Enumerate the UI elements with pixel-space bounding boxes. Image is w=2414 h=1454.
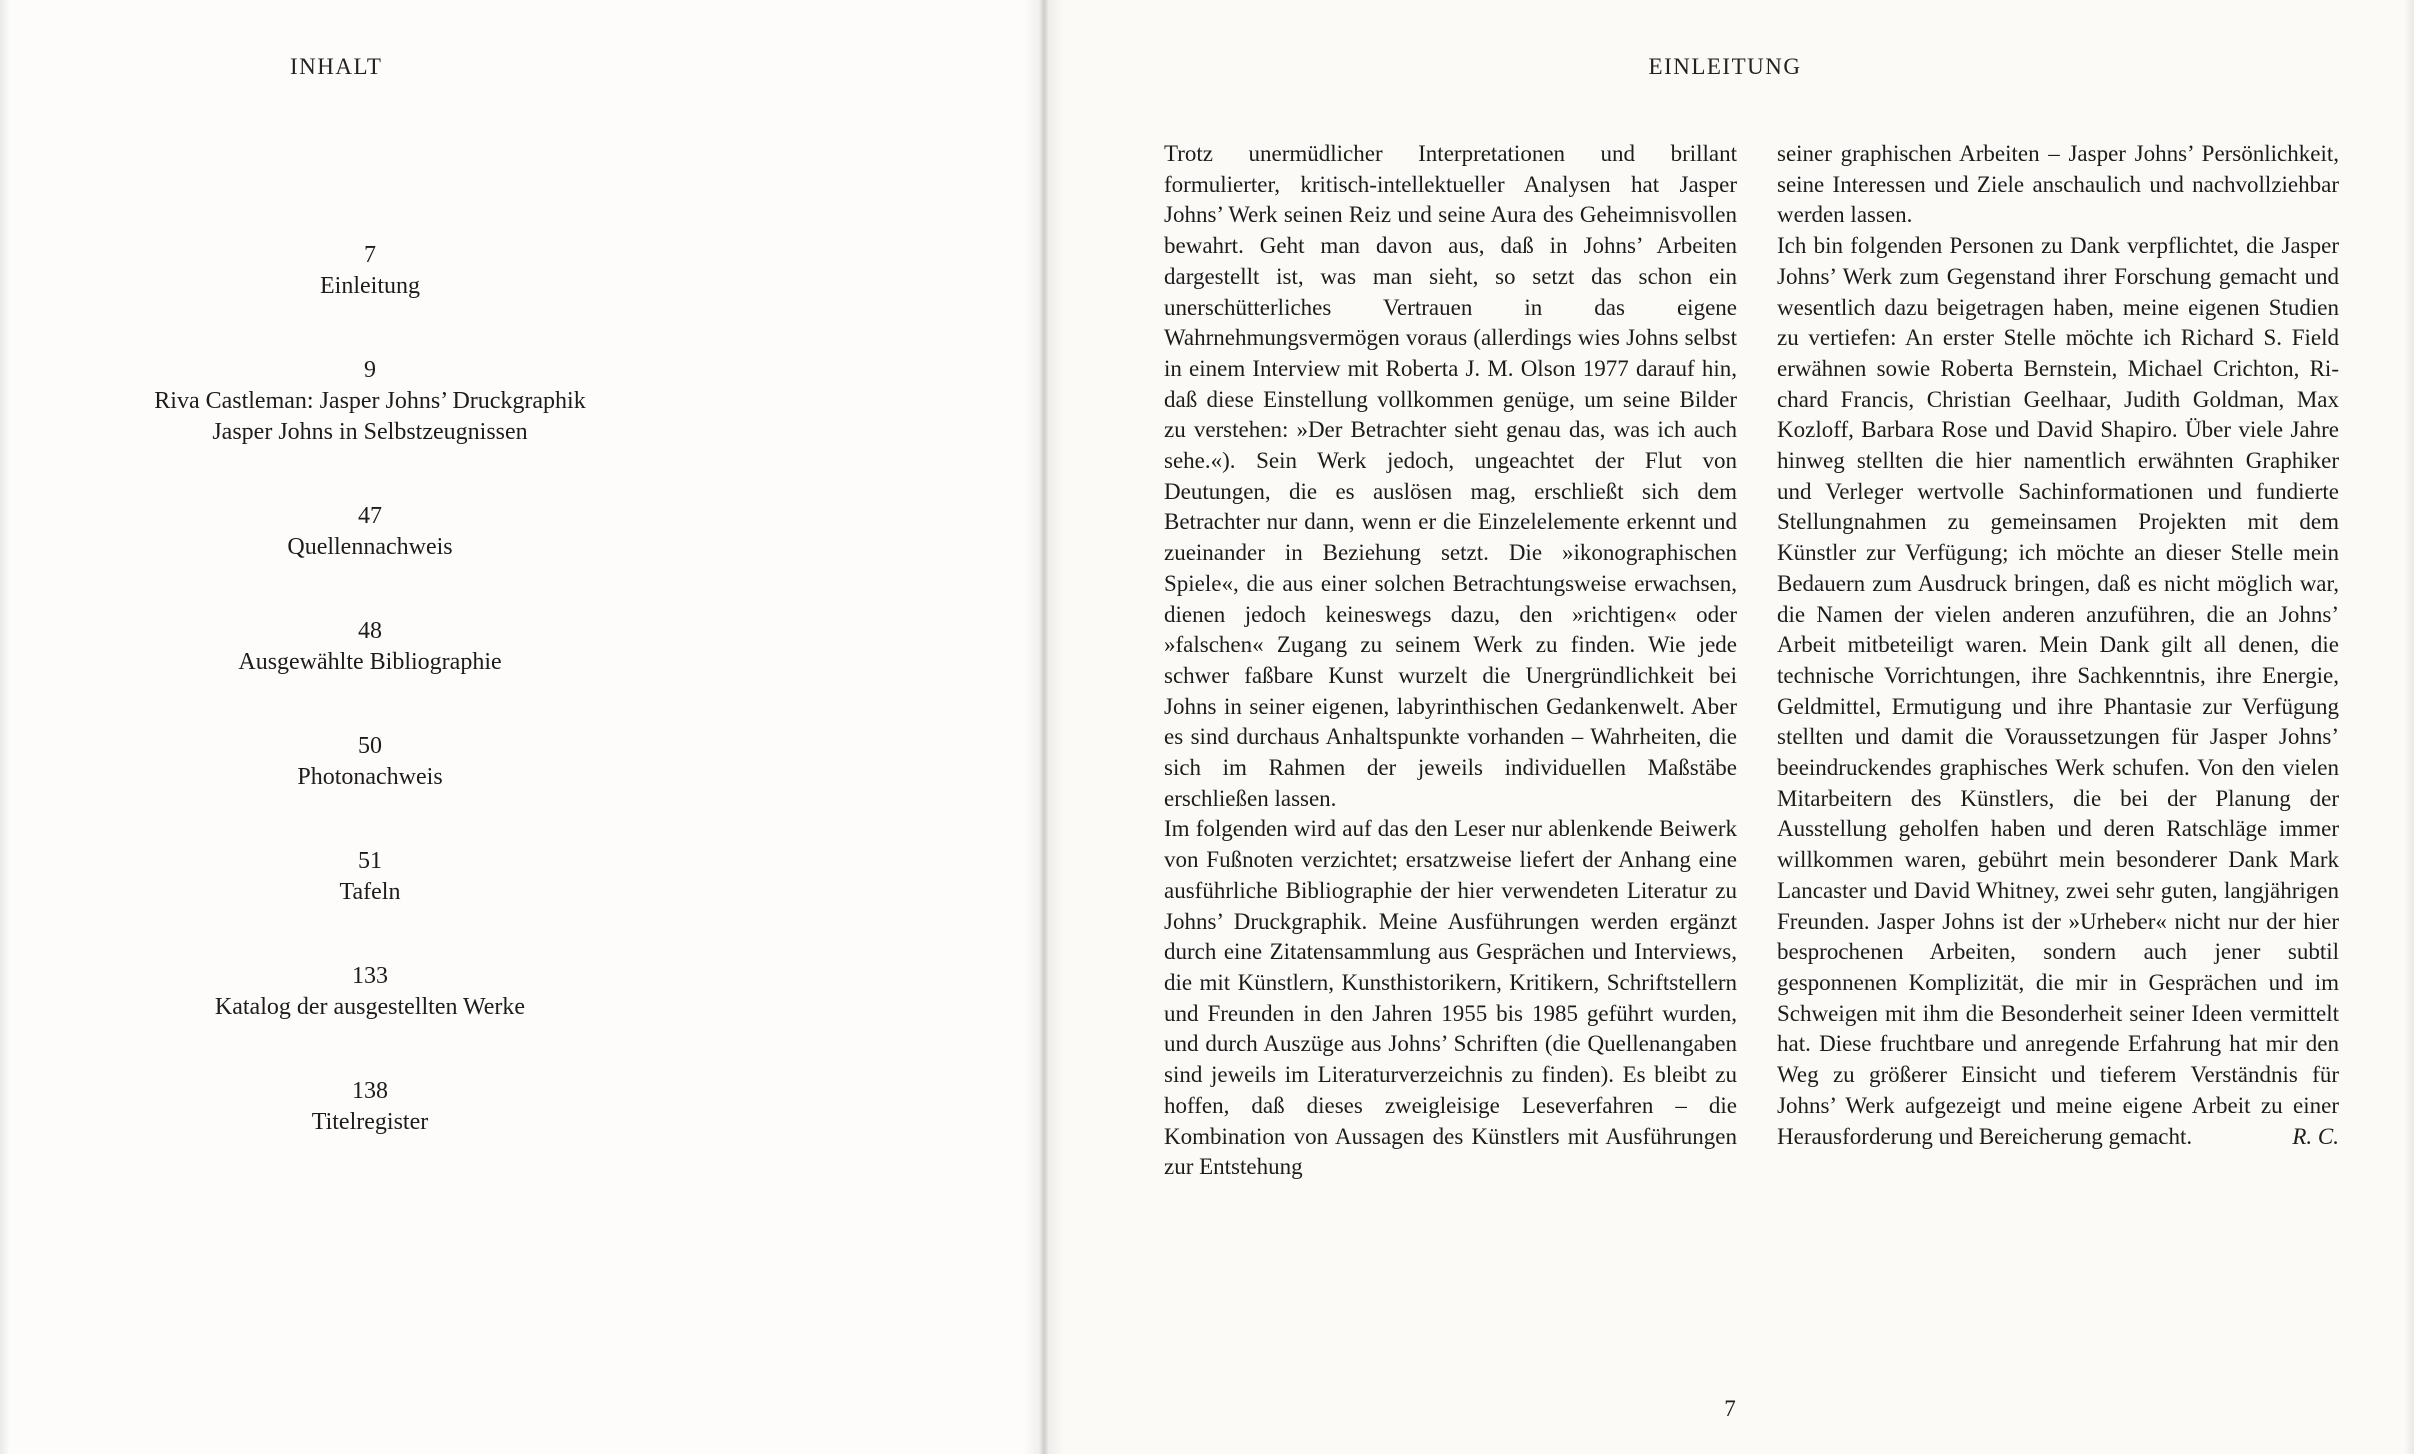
toc-title: Jasper Johns in Selbstzeugnissen <box>212 419 528 445</box>
toc-title: Einleitung <box>320 273 420 299</box>
table-of-contents <box>40 240 700 1191</box>
toc-entry <box>40 961 700 1023</box>
toc-entry <box>40 501 700 563</box>
toc-page-number: 7 <box>364 242 376 268</box>
body-paragraph-with-signature <box>1777 231 2339 1152</box>
text-column-left <box>1164 139 1737 1183</box>
toc-entry <box>40 616 700 678</box>
body-paragraph: Ich bin folgenden Personen zu Dank verpflichtet, die Jasper Johns’ Werk zum Gegenstand ihrer Forschung gemacht und wesentlich dazu beigetragen haben, meine eigenen Studien zu vertiefen: An erster Stelle möchte ich Richard S. Field erwähnen sowie Roberta Bernstein, Michael Crichton, Richard Francis, Christian Geelhaar, Judith Goldman, Max Kozloff, Barbara Rose und David Shapiro. Über viele Jahre hinweg stellten die hier namentlich erwähnten Graphiker und Verleger wertvolle Sachinformationen und fundierte Stellungnahmen zu gemeinsamen Projekten mit dem Künstler zur Verfügung; ich möchte an dieser Stelle mein Bedauern zum Ausdruck bringen, daß es nicht möglich war, die Namen der vielen anderen anzuführen, die an Johns’ Arbeit mitbeteiligt waren. Mein Dank gilt all denen, die technische Vorrichtungen, ihre Sachkenntnis, ihre Energie, Geldmittel, Ermutigung und ihre Phantasie zur Verfügung stellten und damit die Voraussetzungen für Jasper Johns’ beeindruckendes graphisches Werk schufen. Von den vielen Mitarbeitern des Künstlers, die bei der Planung der Ausstellung geholfen haben und deren Ratschläge immer willkommen waren, gebührt mein besonderer Dank Mark Lancaster und David Whitney, zwei sehr guten, langjährigen Freunden. Jasper Johns ist der »Urheber« nicht nur der hier besprochenen Arbeiten, sondern auch jener subtil gesponnenen Komplizität, die mir in Gesprächen und im Schweigen mit ihm die Besonderheit seiner Ideen vermittelt hat. Diese fruchtbare und anregende Erfahrung hat mir den Weg zu größerer Einsicht und tieferem Verständnis für Johns’ Werk aufgezeigt und meine eigene Arbeit zu einer Herausforderung und Bereicherung gemacht. <box>1777 233 2339 1149</box>
toc-page-number: 9 <box>364 357 376 383</box>
toc-entry <box>40 1076 700 1138</box>
body-paragraph: seiner graphischen Arbeiten – Jasper Johns’ Persönlichkeit, seine Interessen und Ziele anschaulich und nachvollziehbar werden lassen. <box>1777 141 2339 228</box>
book-gutter <box>1024 0 1064 1454</box>
toc-entry <box>40 355 700 448</box>
toc-running-head: INHALT <box>290 54 383 79</box>
text-column-right <box>1777 139 2339 1152</box>
toc-title: Photonachweis <box>297 764 443 790</box>
toc-title: Ausgewählte Bibliographie <box>238 649 502 675</box>
intro-running-head: EINLEITUNG <box>1648 54 1802 79</box>
toc-page-number: 47 <box>358 503 382 529</box>
toc-entry <box>40 846 700 908</box>
toc-title: Quellennachweis <box>287 534 453 560</box>
toc-entry <box>40 731 700 793</box>
toc-title: Katalog der ausgestellten Werke <box>214 994 526 1020</box>
toc-page-number: 138 <box>352 1078 388 1104</box>
page-number: 7 <box>1724 1396 1736 1421</box>
page-edge-shadow <box>0 0 10 1454</box>
toc-page-number: 48 <box>358 618 382 644</box>
left-page <box>0 0 1044 1454</box>
toc-entry <box>40 240 700 302</box>
body-paragraph: Trotz unermüdlicher Interpretationen und brillant formulierter, kritisch-intellektueller Analysen hat Jasper Johns’ Werk seinen Reiz und seine Aura des Geheimnisvollen bewahrt. Geht man davon aus, daß in Johns’ Arbeiten dargestellt ist, was man sieht, so setzt das schon ein unerschütterliches Vertrauen in das eigene Wahrnehmungsvermögen voraus (allerdings wies Johns selbst in einem Interview mit Roberta J. M. Olson 1977 darauf hin, daß diese Einstellung vollkommen genüge, um seine Bilder zu verstehen: »Der Betrachter sieht genau das, was ich auch sehe.«). Sein Werk jedoch, ungeachtet der Flut von Deutungen, die es auslösen mag, erschließt sich dem Betrachter nur dann, wenn er die Einzelelemente erkennt und zueinander in Beziehung setzt. Die »ikonographischen Spiele«, die aus einer solchen Betrachtungsweise erwachsen, dienen jedoch keineswegs dazu, den »richtigen« oder »falschen« Zugang zu seinem Werk zu finden. Wie jede schwer faßbare Kunst wurzelt die Unergründlichkeit bei Johns in seiner eigenen, labyrinthischen Gedankenwelt. Aber es sind durchaus Anhaltspunkte vorhanden – Wahrheiten, die sich im Rahmen der jeweils individuellen Maßstäbe erschließen lassen. <box>1164 141 1737 811</box>
toc-title: Tafeln <box>339 879 401 905</box>
page-edge-shadow <box>2404 0 2414 1454</box>
body-paragraph: Im folgenden wird auf das den Leser nur ablenkende Beiwerk von Fußnoten verzichtet; ersatzweise liefert der Anhang eine ausführliche Bibliographie der hier verwendeten Literatur zu Johns’ Druckgraphik. Meine Ausführungen werden ergänzt durch eine Zitatensammlung aus Gesprächen und Interviews, die mit Künstlern, Kunsthistorikern, Kritikern, Schriftstellern und Freunden in den Jahren 1955 bis 1985 geführt wurden, und durch Auszüge aus Johns’ Schriften (die Quellenangaben sind jeweils im Literaturverzeichnis zu finden). Es bleibt zu hoffen, daß dieses zweigleisige Leseverfahren – die Kombination von Aussagen des Künstlers mit Ausführungen zur Entstehung <box>1164 816 1737 1180</box>
author-signature: R. C. <box>2292 1123 2339 1149</box>
toc-page-number: 133 <box>352 963 388 989</box>
toc-page-number: 51 <box>358 848 382 874</box>
toc-page-number: 50 <box>358 733 382 759</box>
toc-title: Riva Castleman: Jasper Johns’ Druckgraphik <box>154 388 586 414</box>
toc-title: Titelregister <box>311 1109 429 1135</box>
